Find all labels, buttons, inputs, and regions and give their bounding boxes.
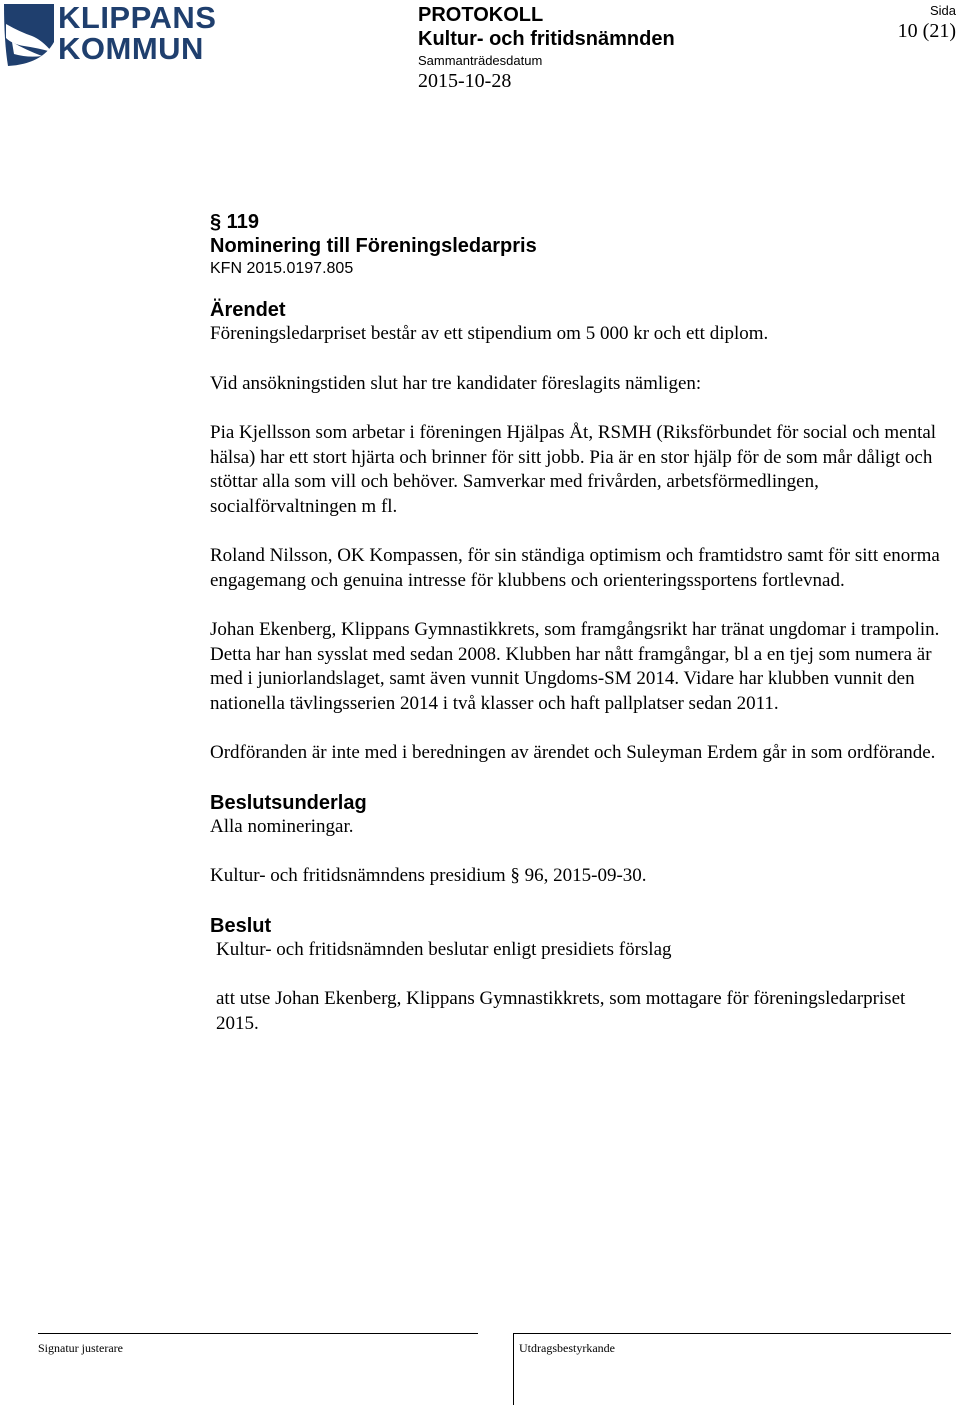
item-title: Nominering till Föreningsledarpris (210, 235, 537, 257)
signature-footer (38, 1333, 951, 1405)
nominee-paragraph: Pia Kjellsson som arbetar i föreningen Hjälpas Åt, RSMH (Riksförbundet för social och mental hälsa) har ett stort hjärta och brinner för sitt jobb. Pia är en stor hjälp för de som mår dåligt och stöttar alla som vill och behöver. Samverkar med frivården, arbetsförmedlingen, socialförvaltningen m fl. (210, 422, 937, 517)
underlag-item: Alla nomineringar. (210, 815, 354, 837)
paragraph-number: § 119 (210, 211, 259, 233)
section-heading-arendet: Ärendet (210, 299, 286, 321)
nominee-paragraph: Roland Nilsson, OK Kompassen, för sin ständiga optimism och framtidstro samt för sitt enorma engagemang och genuina intresse för klubbens och orienteringssportens fortlevnad. (210, 545, 940, 591)
logo-wordmark (58, 2, 216, 64)
extract-rule (513, 1333, 951, 1334)
signature-label: Signatur justerare (38, 1341, 123, 1355)
extract-label: Utdragsbestyrkande (519, 1341, 615, 1355)
arendet-paragraph: Vid ansökningstiden slut har tre kandidater föreslagits nämligen: (210, 372, 702, 394)
page-number: 10 (21) (897, 20, 956, 42)
signature-rule (38, 1333, 478, 1334)
page-indicator (898, 2, 956, 43)
board-name: Kultur- och fritidsnämnden (418, 28, 675, 50)
nominee-paragraph: Johan Ekenberg, Klippans Gymnastikkrets, som framgångsrikt har tränat ungdomar i trampolin. Detta har han sysslat med sedan 2008. Klubben har nått framgångar, bl a en tjej som numera är med i juniorlandslaget, samt även vunnit Ungdoms-SM 2014. Vidare har klubben vunnit den nationella tävlingsserien 2014 i två klasser och haft pallplatser sedan 2011. (210, 619, 940, 714)
case-number: KFN 2015.0197.805 (210, 260, 354, 277)
section-heading-beslutsunderlag: Beslutsunderlag (210, 791, 367, 814)
document-header (418, 4, 675, 93)
logo-line-1: KLIPPANS (58, 0, 217, 35)
decision-paragraph: Kultur- och fritidsnämnden beslutar enligt presidiets förslag (216, 938, 672, 960)
arendet-paragraph: Ordföranden är inte med i beredningen av ärendet och Suleyman Erdem går in som ordförande. (210, 742, 936, 763)
document-title: PROTOKOLL (418, 4, 544, 26)
meeting-date-label: Sammanträdesdatum (418, 53, 543, 68)
protocol-item (210, 210, 940, 1036)
meeting-date: 2015-10-28 (418, 70, 512, 92)
section-heading-beslut: Beslut (210, 914, 272, 937)
footer-divider (513, 1333, 514, 1405)
klippans-kommun-logo (2, 2, 218, 70)
logo-line-2: KOMMUN (58, 31, 204, 66)
arendet-paragraph: Föreningsledarpriset består av ett stipendium om 5 000 kr och ett diplom. (210, 323, 769, 344)
page-label: Sida (929, 3, 956, 18)
municipality-shield-icon (2, 2, 56, 68)
underlag-item: Kultur- och fritidsnämndens presidium § 96, 2015-09-30. (210, 865, 647, 886)
decision-paragraph: att utse Johan Ekenberg, Klippans Gymnastikkrets, som mottagare för föreningsledarpriset 2015. (216, 988, 906, 1034)
